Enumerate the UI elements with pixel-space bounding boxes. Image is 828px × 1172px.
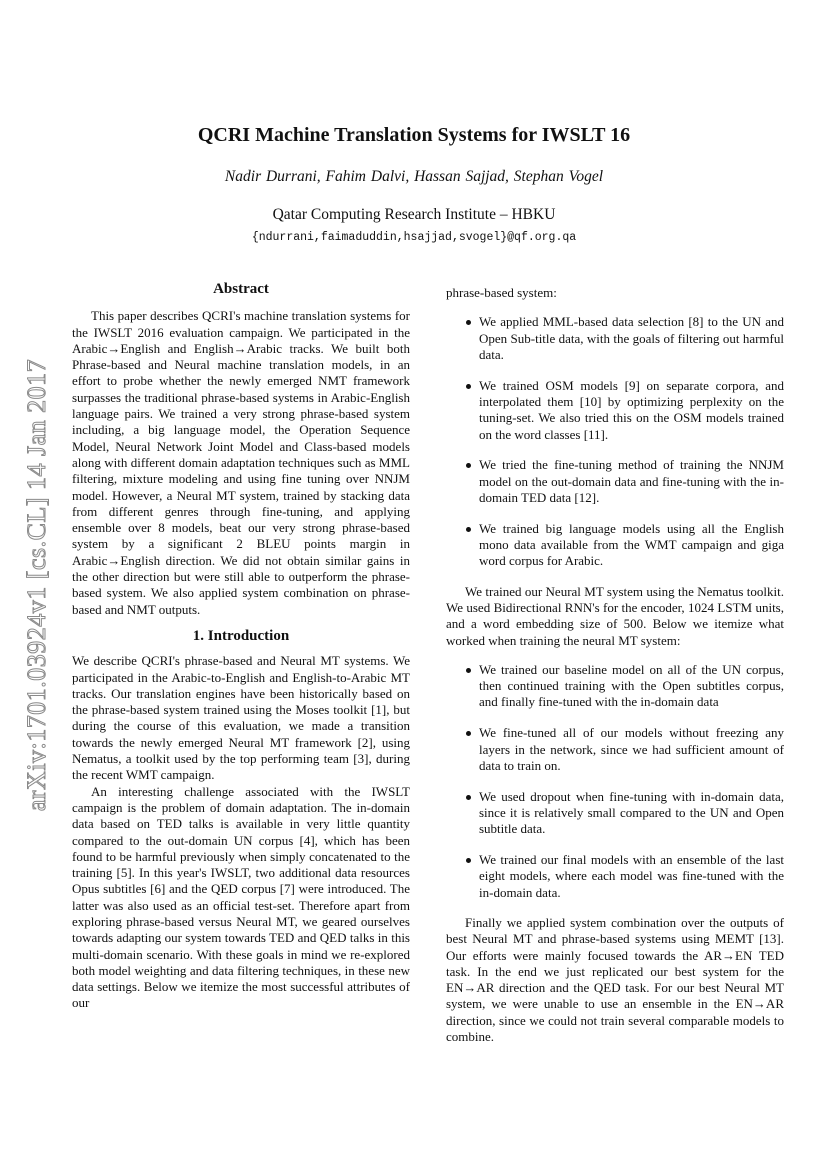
left-column: [72, 281, 410, 1012]
phrase-based-bullet-list: [446, 314, 784, 569]
right-column: [446, 285, 784, 1045]
list-item: We applied MML-based data selection [8] to the UN and Open Sub-title data, with the goals of filtering out harmful data.: [446, 314, 784, 363]
list-item: We used dropout when fine-tuning with in-domain data, since it is relatively small compared to the UN and Open subtitle data.: [446, 789, 784, 838]
list-item: We trained OSM models [9] on separate corpora, and interpolated them [10] by optimizing perplexity on the tuning-set. We also tried this on the OSM models trained on the word classes [11].: [446, 378, 784, 443]
list-item: We trained big language models using all the English mono data available from the WMT campaign and giga word corpus for Arabic.: [446, 521, 784, 570]
affiliation: Qatar Computing Research Institute – HBKU: [272, 206, 556, 223]
author-list: Nadir Durrani, Fahim Dalvi, Hassan Sajjad, Stephan Vogel: [224, 168, 604, 185]
intro-paragraph-3: We trained our Neural MT system using the Nematus toolkit. We used Bidirectional RNN's for the encoder, 1024 LSTM units, and a word embedding size of 500. Below we itemize what worked when training the neural MT system:: [446, 583, 784, 648]
paper-title: QCRI Machine Translation Systems for IWSLT 16: [197, 124, 631, 146]
introduction-heading: 1. Introduction: [192, 627, 290, 644]
nmt-bullet-list: [446, 662, 784, 901]
intro-paragraph-2-continued: phrase-based system:: [446, 285, 557, 300]
author-emails: {ndurrani,faimaduddin,hsajjad,svogel}@qf.org.qa: [251, 231, 577, 244]
list-item: We fine-tuned all of our models without freezing any layers in the network, since we had sufficient amount of data to train on.: [446, 725, 784, 774]
list-item: We trained our baseline model on all of the UN corpus, then continued training with the Open subtitles corpus, and finally fine-tuned with the in-domain data: [446, 662, 784, 711]
list-item: We tried the fine-tuning method of training the NNJM model on the out-domain data and fine-tuning with the in-domain TED data [12].: [446, 457, 784, 506]
arxiv-watermark-text: arXiv:1701.03924v1 [cs.CL] 14 Jan 2017: [22, 358, 51, 812]
list-item: We trained our final models with an ensemble of the last eight models, where each model was fine-tuned with the in-domain data.: [446, 852, 784, 901]
abstract-text: This paper describes QCRI's machine translation systems for the IWSLT 2016 evaluation campaign. We participated in the Arabic→English and English→Arabic tracks. We built both Phrase-based and Neural machine translation models, in an effort to probe whether the newly emerged NMT framework surpasses the traditional phrase-based systems in Arabic-English language pairs. We trained a very strong phrase-based system including, a big language model, the Operation Sequence Model, Neural Network Joint Model and Class-based models along with different domain adaptation techniques such as MML filtering, mixture modeling and using fine tuning over NNJM model. However, a Neural MT system, trained by stacking data from different genres through fine-tuning, and applying ensemble over 8 models, beat our very strong phrase-based system by a significant 2 BLEU points margin in Arabic→English direction. We did not obtain similar gains in the other direction but were still able to outperform the phrase-based system. We also applied system combination on phrase-based and NMT outputs.: [72, 308, 410, 617]
abstract-heading: Abstract: [213, 281, 269, 297]
intro-paragraph-1: We describe QCRI's phrase-based and Neural MT systems. We participated in the Arabic-to-English and English-to-Arabic MT tracks. Our translation engines have been historically based on the phrase-based system trained using the Moses toolkit [1], but during the course of this evaluation, we made a transition towards the newly emerged Neural MT framework [2], using Nematus, a toolkit used by the top performing team [3], during the recent WMT campaign.: [72, 653, 410, 783]
intro-paragraph-4: Finally we applied system combination over the outputs of best Neural MT and phrase-based systems using MEMT [13]. Our efforts were mainly focused towards the AR→EN TED task. In the end we just replicated our best system for the EN→AR direction and the QED task. For our best Neural MT system, we were unable to use an ensemble in the EN→AR direction, since we could not train several comparable models to combine.: [446, 914, 784, 1044]
intro-paragraph-2: An interesting challenge associated with the IWSLT campaign is the problem of domain adaptation. The in-domain data based on TED talks is available in very little quantity compared to the out-domain UN corpus [4], which has been found to be harmful previously when simply concatenated to the training [5]. In this year's IWSLT, two additional data resources Opus subtitles [6] and the QED corpus [7] were introduced. The latter was also used as an official test-set. Therefore apart from exploring phrase-based versus Neural MT, we geared ourselves towards adapting our system towards TED and QED talks in this multi-domain scenario. With these goals in mind we re-explored both model weighting and data filtering techniques, in these new data settings. Below we itemize the most successful attributes of our: [72, 783, 410, 1011]
arxiv-watermark: [14, 330, 60, 840]
